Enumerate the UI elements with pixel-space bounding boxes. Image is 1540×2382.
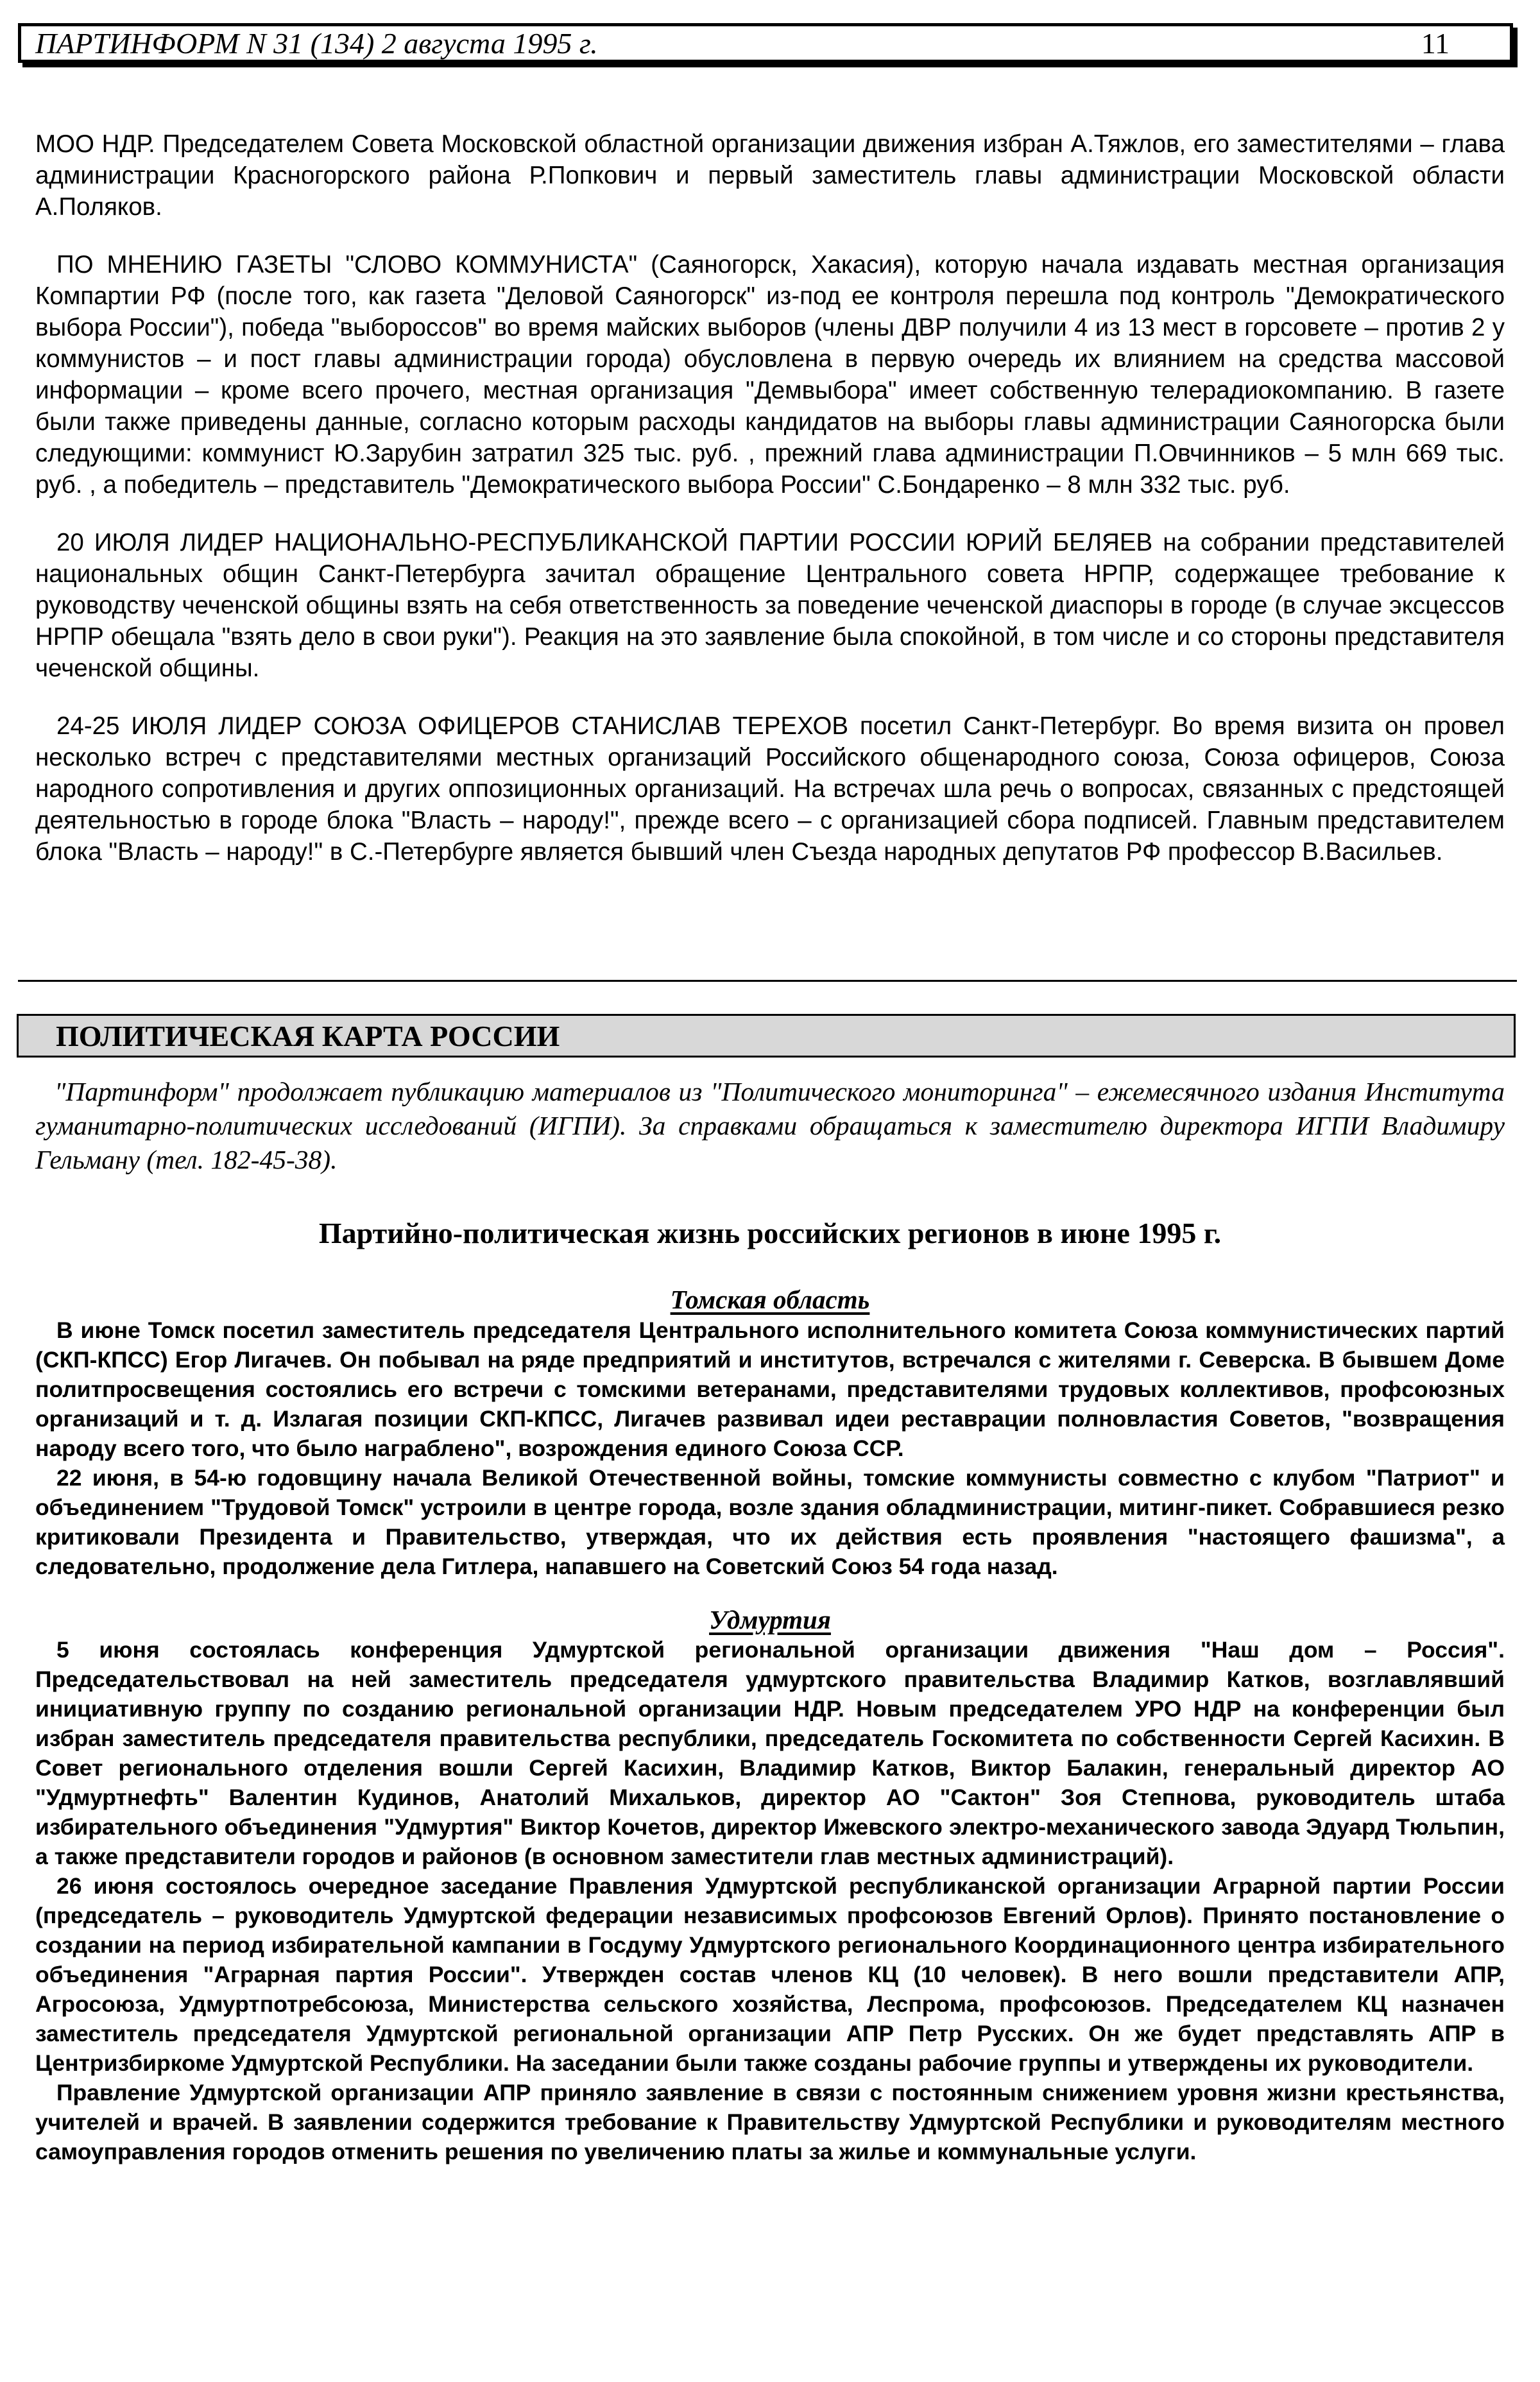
region-title-udmurtia: Удмуртия <box>709 1605 831 1634</box>
page-header <box>18 23 1513 63</box>
region-paragraph: Правление Удмуртской организации АПР приняло заявление в связи с постоянным снижением уровня жизни крестьянства, учителей и врачей. В заявлении содержится требование к Правительству Удмуртской Республики и руководителям местного самоуправления городов отменить решения по увеличению платы за жилье и коммунальные услуги. <box>35 2080 1505 2164</box>
news-section <box>35 128 1505 894</box>
section-divider <box>18 980 1517 982</box>
region-paragraph: В июне Томск посетил заместитель председателя Центрального исполнительного комитета Союза коммунистических партий (СКП-КПСС) Егор Лигачев. Он побывал на ряде предприятий и институтов, встречался с жителями г. Северска. В бывшем Доме политпросвещения состоялись его встречи с томскими ветеранами, представителями трудовых коллективов, профсоюзных организаций и т. д. Излагая позиции СКП-КПСС, Лигачев развивал идеи реставрации полновластия Советов, "возвращения народу всего того, что было награблено", возрождения единого Союза ССР. <box>35 1317 1505 1461</box>
region-body-tomsk <box>35 1315 1505 1581</box>
page-number: 11 <box>1421 26 1450 60</box>
section-intro: "Партинформ" продолжает публикацию материалов из "Политического мониторинга" – ежемесячного издания Института гуманитарно-политических исследований (ИГПИ). За справками обращаться к заместителю директора ИГПИ Владимиру Гельману (тел. 182-45-38). <box>35 1077 1505 1174</box>
region-paragraph: 22 июня, в 54-ю годовщину начала Великой Отечественной войны, томские коммунисты совместно с клубом "Патриот" и объединением "Трудовой Томск" устроили в центре города, возле здания обладминистрации, митинг-пикет. Собравшиеся резко критиковали Президента и Правительство, утверждая, что их действия есть проявления "настоящего фашизма", а следовательно, продолжение дела Гитлера, напавшего на Советский Союз 54 года назад. <box>35 1465 1505 1579</box>
news-paragraph: 20 ИЮЛЯ ЛИДЕР НАЦИОНАЛЬНО-РЕСПУБЛИКАНСКОЙ ПАРТИИ РОССИИ ЮРИЙ БЕЛЯЕВ на собрании представителей национальных общин Санкт-Петербурга зачитал обращение Центрального совета НРПР, содержащее требование к руководству чеченской общины взять на себя ответственность за поведение чеченской диаспоры в городе (в случае эксцессов НРПР обещала "взять дело в свои руки"). Реакция на это заявление была спокойной, в том числе и со стороны представителя чеченской общины. <box>35 529 1505 682</box>
publication-title: ПАРТИНФОРМ N 31 (134) 2 августа 1995 г. <box>35 26 598 60</box>
region-paragraph: 5 июня состоялась конференция Удмуртской региональной организации движения "Наш дом – Россия". Председательствовал на ней заместитель председателя удмуртского правительства Владимир Катков, возглавлявший инициативную группу по созданию региональной организации НДР. Новым председателем УРО НДР на конференции был избран заместитель председателя правительства республики, председатель Госкомитета по собственности Сергей Касихин. В Совет регионального отделения вошли Сергей Касихин, Владимир Катков, Виктор Балакин, генеральный директор АО "Удмуртнефть" Валентин Кудинов, Анатолий Михальков, директор АО "Сактон" Зоя Степнова, руководитель штаба избирательного объединения "Удмуртия" Виктор Кочетов, директор Ижевского электро-механического завода Эдуард Тюльпин, а также представители городов и районов (в основном заместители глав местных администраций). <box>35 1637 1505 1869</box>
region-paragraph: 26 июня состоялось очередное заседание Правления Удмуртской республиканской организации Аграрной партии России (председатель – руководитель Удмуртской федерации независимых профсоюзов Евгений Орлов). Принято постановление о создании на период избирательной кампании в Госдуму Удмуртского регионального Координационного центра избирательного объединения "Аграрная партия России". Утвержден состав членов КЦ (10 человек). В него вошли представители АПР, Агросоюза, Удмуртпотребсоюза, Министерства сельского хозяйства, Леспрома, профсоюзов. Председателем КЦ назначен заместитель председателя Удмуртской региональной организации АПР Петр Русских. Он же будет представлять АПР в Центризбиркоме Удмуртской Республики. На заседании были также созданы рабочие группы и утверждены их руководители. <box>35 1873 1505 2076</box>
article-title: Партийно-политическая жизнь российских регионов в июне 1995 г. <box>318 1217 1222 1249</box>
news-paragraph: 24-25 ИЮЛЯ ЛИДЕР СОЮЗА ОФИЦЕРОВ СТАНИСЛАВ ТЕРЕХОВ посетил Санкт-Петербург. Во время визита он провел несколько встреч с представителями местных организаций Российского общенародного союза, Союза офицеров, Союза народного сопротивления и других оппозиционных организаций. На встречах шла речь о вопросах, связанных с предстоящей деятельностью в городе блока "Власть – народу!", прежде всего – с организацией сбора подписей. Главным представителем блока "Власть – народу!" в С.-Петербурге является бывший член Съезда народных депутатов РФ профессор В.Васильев. <box>35 712 1505 866</box>
news-paragraph: ПО МНЕНИЮ ГАЗЕТЫ "СЛОВО КОММУНИСТА" (Саяногорск, Хакасия), которую начала издавать местная организация Компартии РФ (после того, как газета "Деловой Саяногорск" из-под ее контроля перешла под контроль "Демократического выбора России"), победа "выбороссов" во время майских выборов (члены ДВР получили 4 из 13 мест в горсовете – против 2 у коммунистов – и пост главы администрации города) обусловлена в первую очередь их влиянием на средства массовой информации – кроме всего прочего, местная организация "Демвыбора" имеет собственную телерадиокомпанию. В газете были также приведены данные, согласно которым расходы кандидатов на выборы главы администрации Саяногорска были следующими: коммунист Ю.Зарубин затратил 325 тыс. руб. , прежний глава администрации П.Овчинников – 5 млн 669 тыс. руб. , а победитель – представитель "Демократического выбора России" С.Бондаренко – 8 млн 332 тыс. руб. <box>35 251 1505 499</box>
section-title: ПОЛИТИЧЕСКАЯ КАРТА РОССИИ <box>56 1019 560 1052</box>
news-paragraph: МОО НДР. Председателем Совета Московской областной организации движения избран А.Тяжлов, его заместителями – глава администрации Красногорского района Р.Попкович и первый заместитель главы администрации Московской области А.Поляков. <box>35 130 1505 221</box>
region-title-tomsk: Томская область <box>670 1285 870 1314</box>
region-body-udmurtia <box>35 1635 1505 2166</box>
section-heading-box <box>17 1014 1516 1058</box>
